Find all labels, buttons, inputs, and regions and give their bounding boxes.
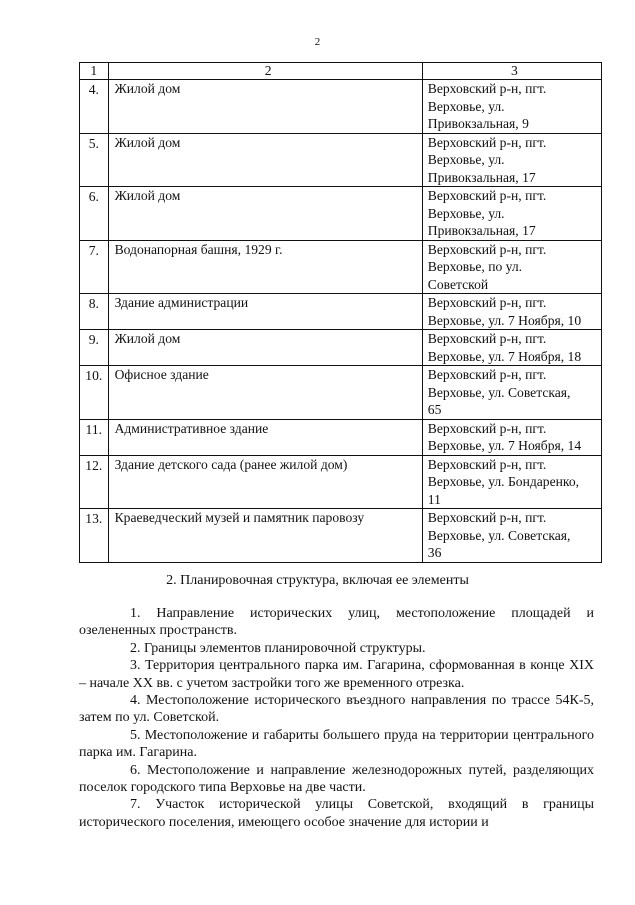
object-name: Здание детского сада (ранее жилой дом) bbox=[108, 455, 422, 509]
planning-structure-list bbox=[79, 605, 594, 831]
table-header-row bbox=[80, 63, 602, 80]
row-number: 10. bbox=[80, 366, 109, 420]
address-line: 65 bbox=[427, 402, 442, 417]
object-address bbox=[422, 133, 601, 187]
address-line: 36 bbox=[427, 545, 442, 560]
object-name: Жилой дом bbox=[108, 133, 422, 187]
page-number: 2 bbox=[314, 36, 321, 48]
object-address bbox=[422, 187, 601, 241]
row-number: 5. bbox=[80, 133, 109, 187]
list-item: 1. Направление исторических улиц, местоположение площадей и озелененных пространств. bbox=[79, 606, 594, 639]
row-number: 13. bbox=[80, 509, 109, 563]
address-line: Верховский р-н, пгт. bbox=[427, 134, 547, 150]
address-line: Верховье, ул. bbox=[427, 205, 505, 221]
table-row bbox=[80, 240, 602, 294]
address-line: Верховский р-н, пгт. bbox=[427, 81, 547, 96]
address-line: Верховье, ул. bbox=[427, 152, 505, 167]
table-row bbox=[80, 330, 602, 366]
object-name: Водонапорная башня, 1929 г. bbox=[108, 240, 422, 294]
column-header-name: 2 bbox=[108, 63, 422, 80]
list-item: 3. Территория центрального парка им. Гагарина, сформованная в конце XIX – начале XX вв. с учетом застройки того же временного отрезка. bbox=[79, 658, 594, 691]
object-name: Жилой дом bbox=[108, 330, 422, 366]
address-line: Верховье, ул. 7 Ноября, 10 bbox=[427, 312, 582, 328]
address-line: Верховский р-н, пгт. bbox=[427, 456, 547, 472]
table-row bbox=[80, 419, 602, 455]
row-number: 12. bbox=[80, 455, 109, 509]
list-item: 6. Местоположение и направление железнодорожных путей, разделяющих поселок городского типа Верховье на две части. bbox=[79, 762, 594, 796]
object-name: Административное здание bbox=[108, 419, 422, 455]
object-address bbox=[422, 330, 601, 366]
object-name: Краеведческий музей и памятник паровозу bbox=[108, 509, 422, 563]
table-row bbox=[80, 455, 602, 509]
row-number: 9. bbox=[80, 330, 109, 366]
row-number: 7. bbox=[80, 240, 109, 294]
section-title: 2. Планировочная структура, включая ее элементы bbox=[166, 573, 469, 588]
address-line: Верховье, ул. Бондаренко, bbox=[427, 474, 580, 489]
list-item: 5. Местоположение и габариты большего пруда на территории центрального парка им. Гагарина. bbox=[79, 727, 594, 761]
object-name: Жилой дом bbox=[108, 187, 422, 241]
address-line: Верховский р-н, пгт. bbox=[427, 241, 547, 257]
address-line: Верховский р-н, пгт. bbox=[427, 188, 547, 203]
address-line: Верховский р-н, пгт. bbox=[427, 420, 547, 436]
table-row bbox=[80, 509, 602, 563]
object-address bbox=[422, 294, 601, 330]
address-line: Верховский р-н, пгт. bbox=[427, 367, 547, 382]
list-item: 4. Местоположение исторического въездного направления по трассе 54К-5, затем по ул. Советской. bbox=[79, 693, 594, 726]
table-row bbox=[80, 133, 602, 187]
address-line: Верховье, ул. bbox=[427, 98, 505, 114]
object-name: Офисное здание bbox=[108, 366, 422, 420]
table-row bbox=[80, 294, 602, 330]
address-line: Верховье, ул. 7 Ноября, 14 bbox=[427, 438, 582, 453]
object-address bbox=[422, 509, 601, 563]
object-address bbox=[422, 419, 601, 455]
address-line: Привокзальная, 17 bbox=[427, 223, 536, 238]
object-address bbox=[422, 80, 601, 134]
table-row bbox=[80, 187, 602, 241]
address-line: 11 bbox=[427, 491, 441, 507]
table-row bbox=[80, 80, 602, 134]
address-line: Привокзальная, 9 bbox=[427, 116, 529, 131]
address-line: Верховский р-н, пгт. bbox=[427, 295, 547, 310]
object-address bbox=[422, 240, 601, 294]
row-number: 4. bbox=[80, 80, 109, 134]
table-row bbox=[80, 366, 602, 420]
row-number: 6. bbox=[80, 187, 109, 241]
address-line: Верховский р-н, пгт. bbox=[427, 331, 547, 346]
address-line: Верховский р-н, пгт. bbox=[427, 510, 547, 525]
object-name: Здание администрации bbox=[108, 294, 422, 330]
list-item: 7. Участок исторической улицы Советской, входящий в границы исторического поселения, имеющего особое значение для истории и bbox=[79, 797, 594, 830]
object-name: Жилой дом bbox=[108, 80, 422, 134]
column-header-number: 1 bbox=[80, 63, 109, 80]
address-line: Верховье, по ул. bbox=[427, 259, 523, 274]
object-address bbox=[422, 366, 601, 420]
address-line: Верховье, ул. 7 Ноября, 18 bbox=[427, 348, 582, 364]
row-number: 11. bbox=[80, 419, 109, 455]
address-line: Верховье, ул. Советская, bbox=[427, 384, 571, 400]
table-body bbox=[80, 80, 602, 563]
address-line: Привокзальная, 17 bbox=[427, 169, 536, 185]
row-number: 8. bbox=[80, 294, 109, 330]
list-item: 2. Границы элементов планировочной структуры. bbox=[130, 640, 426, 656]
address-line: Советской bbox=[427, 276, 489, 292]
object-address bbox=[422, 455, 601, 509]
address-line: Верховье, ул. Советская, bbox=[427, 527, 571, 543]
heritage-objects-table bbox=[79, 62, 602, 563]
column-header-address: 3 bbox=[422, 63, 601, 80]
